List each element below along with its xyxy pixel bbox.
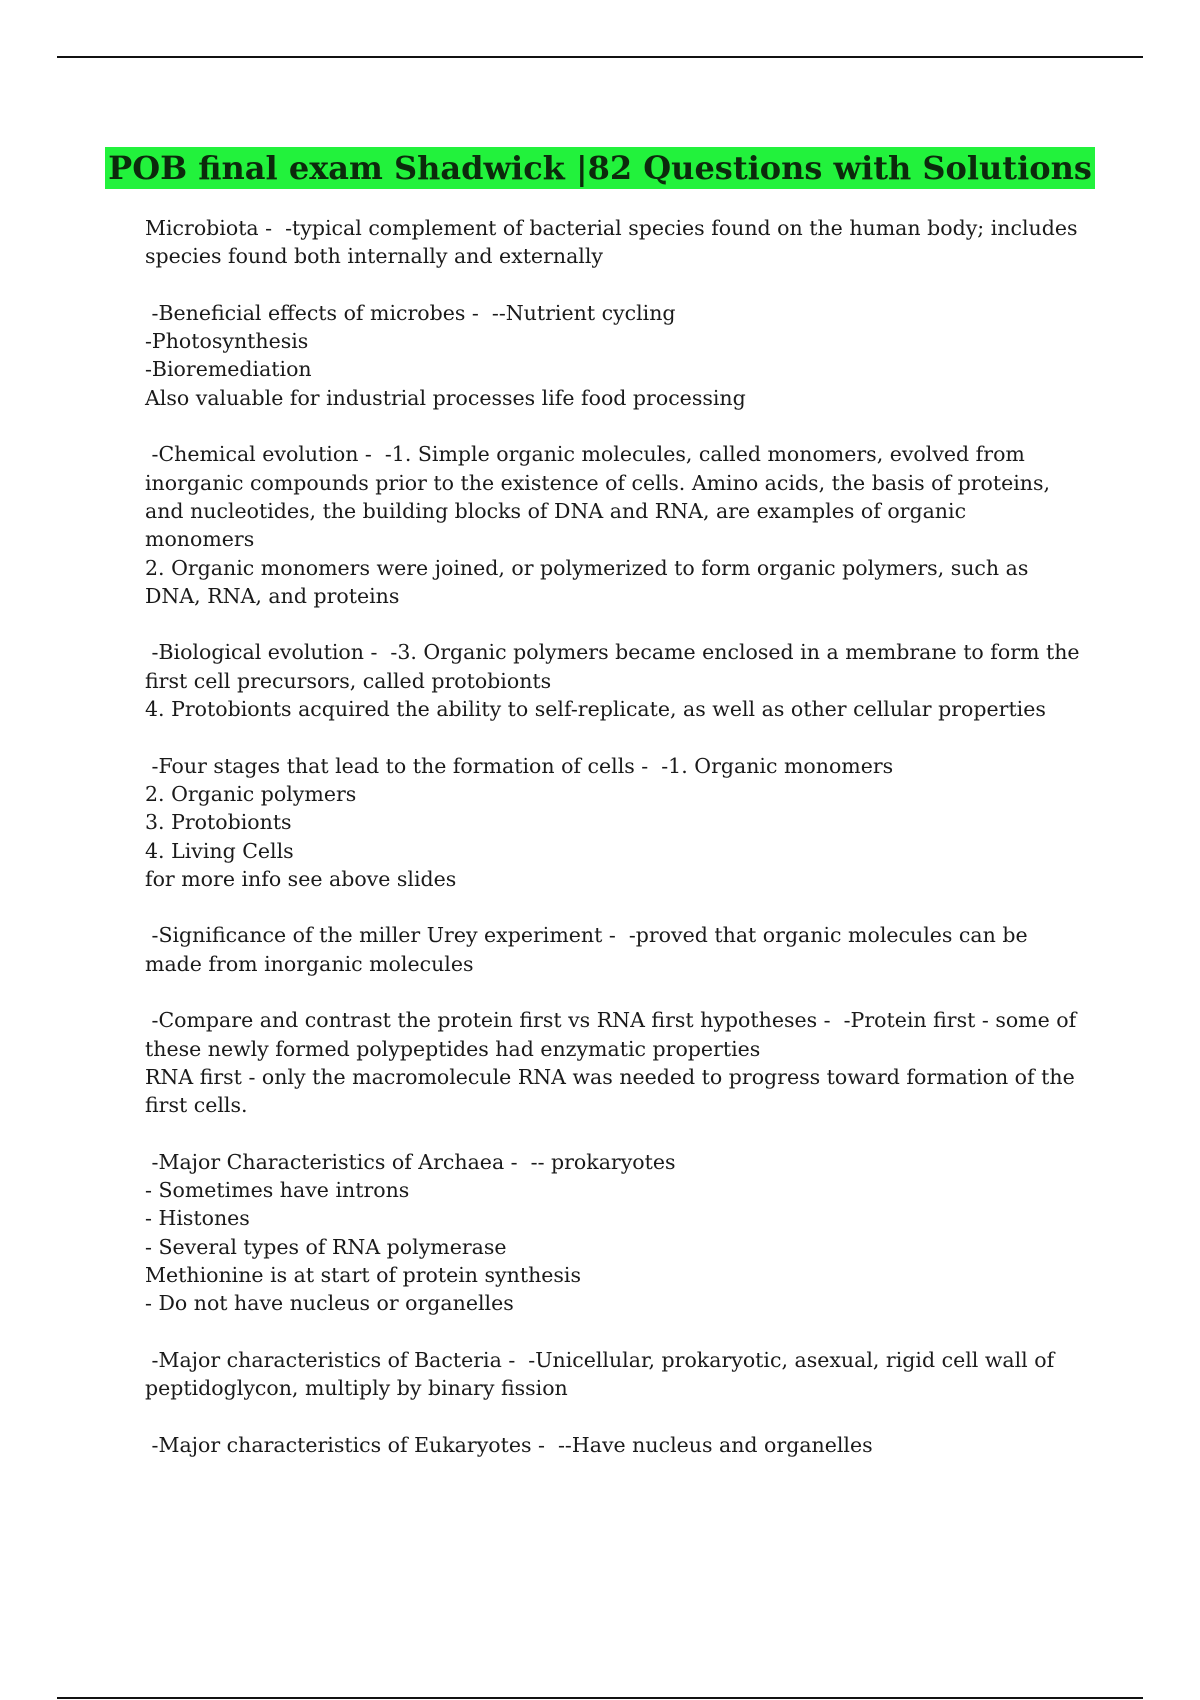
entry-line: 3. Protobionts	[145, 810, 292, 835]
entry-line: - Histones	[145, 1206, 250, 1231]
entry-line: -Major characteristics of Eukaryotes - --Have nucleus and organelles	[145, 1432, 873, 1457]
entry-line: -Beneficial effects of microbes - --Nutrient cycling	[145, 300, 676, 325]
entry-line: for more info see above slides	[145, 866, 457, 891]
entry-line: -Four stages that lead to the formation of cells - -1. Organic monomers	[145, 753, 894, 778]
title-container	[0, 147, 1200, 189]
entry-line: -Biological evolution - -3. Organic polymers became enclosed in a membrane to form the first cell precursors, called protobionts	[145, 640, 1087, 693]
entry-line: - Sometimes have introns	[145, 1178, 410, 1203]
entry-line: Methionine is at start of protein synthesis	[145, 1262, 582, 1287]
entry-line: -Photosynthesis	[145, 329, 309, 354]
entry-line: -Compare and contrast the protein first vs RNA first hypotheses - -Protein first - some of these newly formed polypeptides had enzymatic properties	[145, 1008, 1083, 1061]
qa-entry	[145, 1006, 1083, 1119]
qa-entry	[145, 440, 1080, 610]
entry-line: 2. Organic monomers were joined, or polymerized to form organic polymers, such as DNA, RNA, and proteins	[145, 555, 1035, 608]
entry-line: -Major Characteristics of Archaea - -- prokaryotes	[145, 1149, 676, 1174]
qa-entry	[145, 1346, 1080, 1403]
document-body	[145, 214, 1087, 1487]
qa-entry	[145, 299, 1080, 412]
entry-line: -Major characteristics of Bacteria - -Unicellular, prokaryotic, asexual, rigid cell wall of peptidoglycon, multiply by binary fission	[145, 1347, 1061, 1401]
document-title: POB final exam Shadwick |82 Questions with Solutions	[105, 147, 1095, 189]
entry-line: - Do not have nucleus or organelles	[145, 1291, 514, 1316]
qa-entry	[145, 214, 1085, 271]
qa-entry	[145, 1431, 1080, 1459]
entry-line: RNA first - only the macromolecule RNA was needed to progress toward formation of the first cells.	[145, 1064, 1082, 1118]
qa-entry	[145, 638, 1087, 723]
entry-line: -Significance of the miller Urey experiment - -proved that organic molecules can be made from inorganic molecules	[145, 923, 1035, 976]
qa-entry	[145, 1148, 1080, 1318]
entry-line: -Bioremediation	[145, 357, 312, 382]
qa-entry	[145, 752, 1080, 893]
entry-line: Microbiota - -typical complement of bacterial species found on the human body; includes species found both internally and externally	[145, 216, 1085, 269]
entry-line: 4. Protobionts acquired the ability to self-replicate, as well as other cellular properties	[145, 697, 1046, 722]
top-rule	[57, 56, 1143, 58]
bottom-rule	[57, 1697, 1143, 1699]
entry-line: -Chemical evolution - -1. Simple organic molecules, called monomers, evolved from inorganic compounds prior to the existence of cells. Amino acids, the basis of proteins, and nucleotides, the building blocks of DNA and RNA, are examples of organic monomers	[145, 442, 1057, 552]
entry-line: 4. Living Cells	[145, 838, 294, 863]
entry-line: - Several types of RNA polymerase	[145, 1234, 507, 1259]
entry-line: 2. Organic polymers	[145, 781, 357, 806]
entry-line: Also valuable for industrial processes life food processing	[145, 385, 746, 410]
qa-entry	[145, 921, 1080, 978]
